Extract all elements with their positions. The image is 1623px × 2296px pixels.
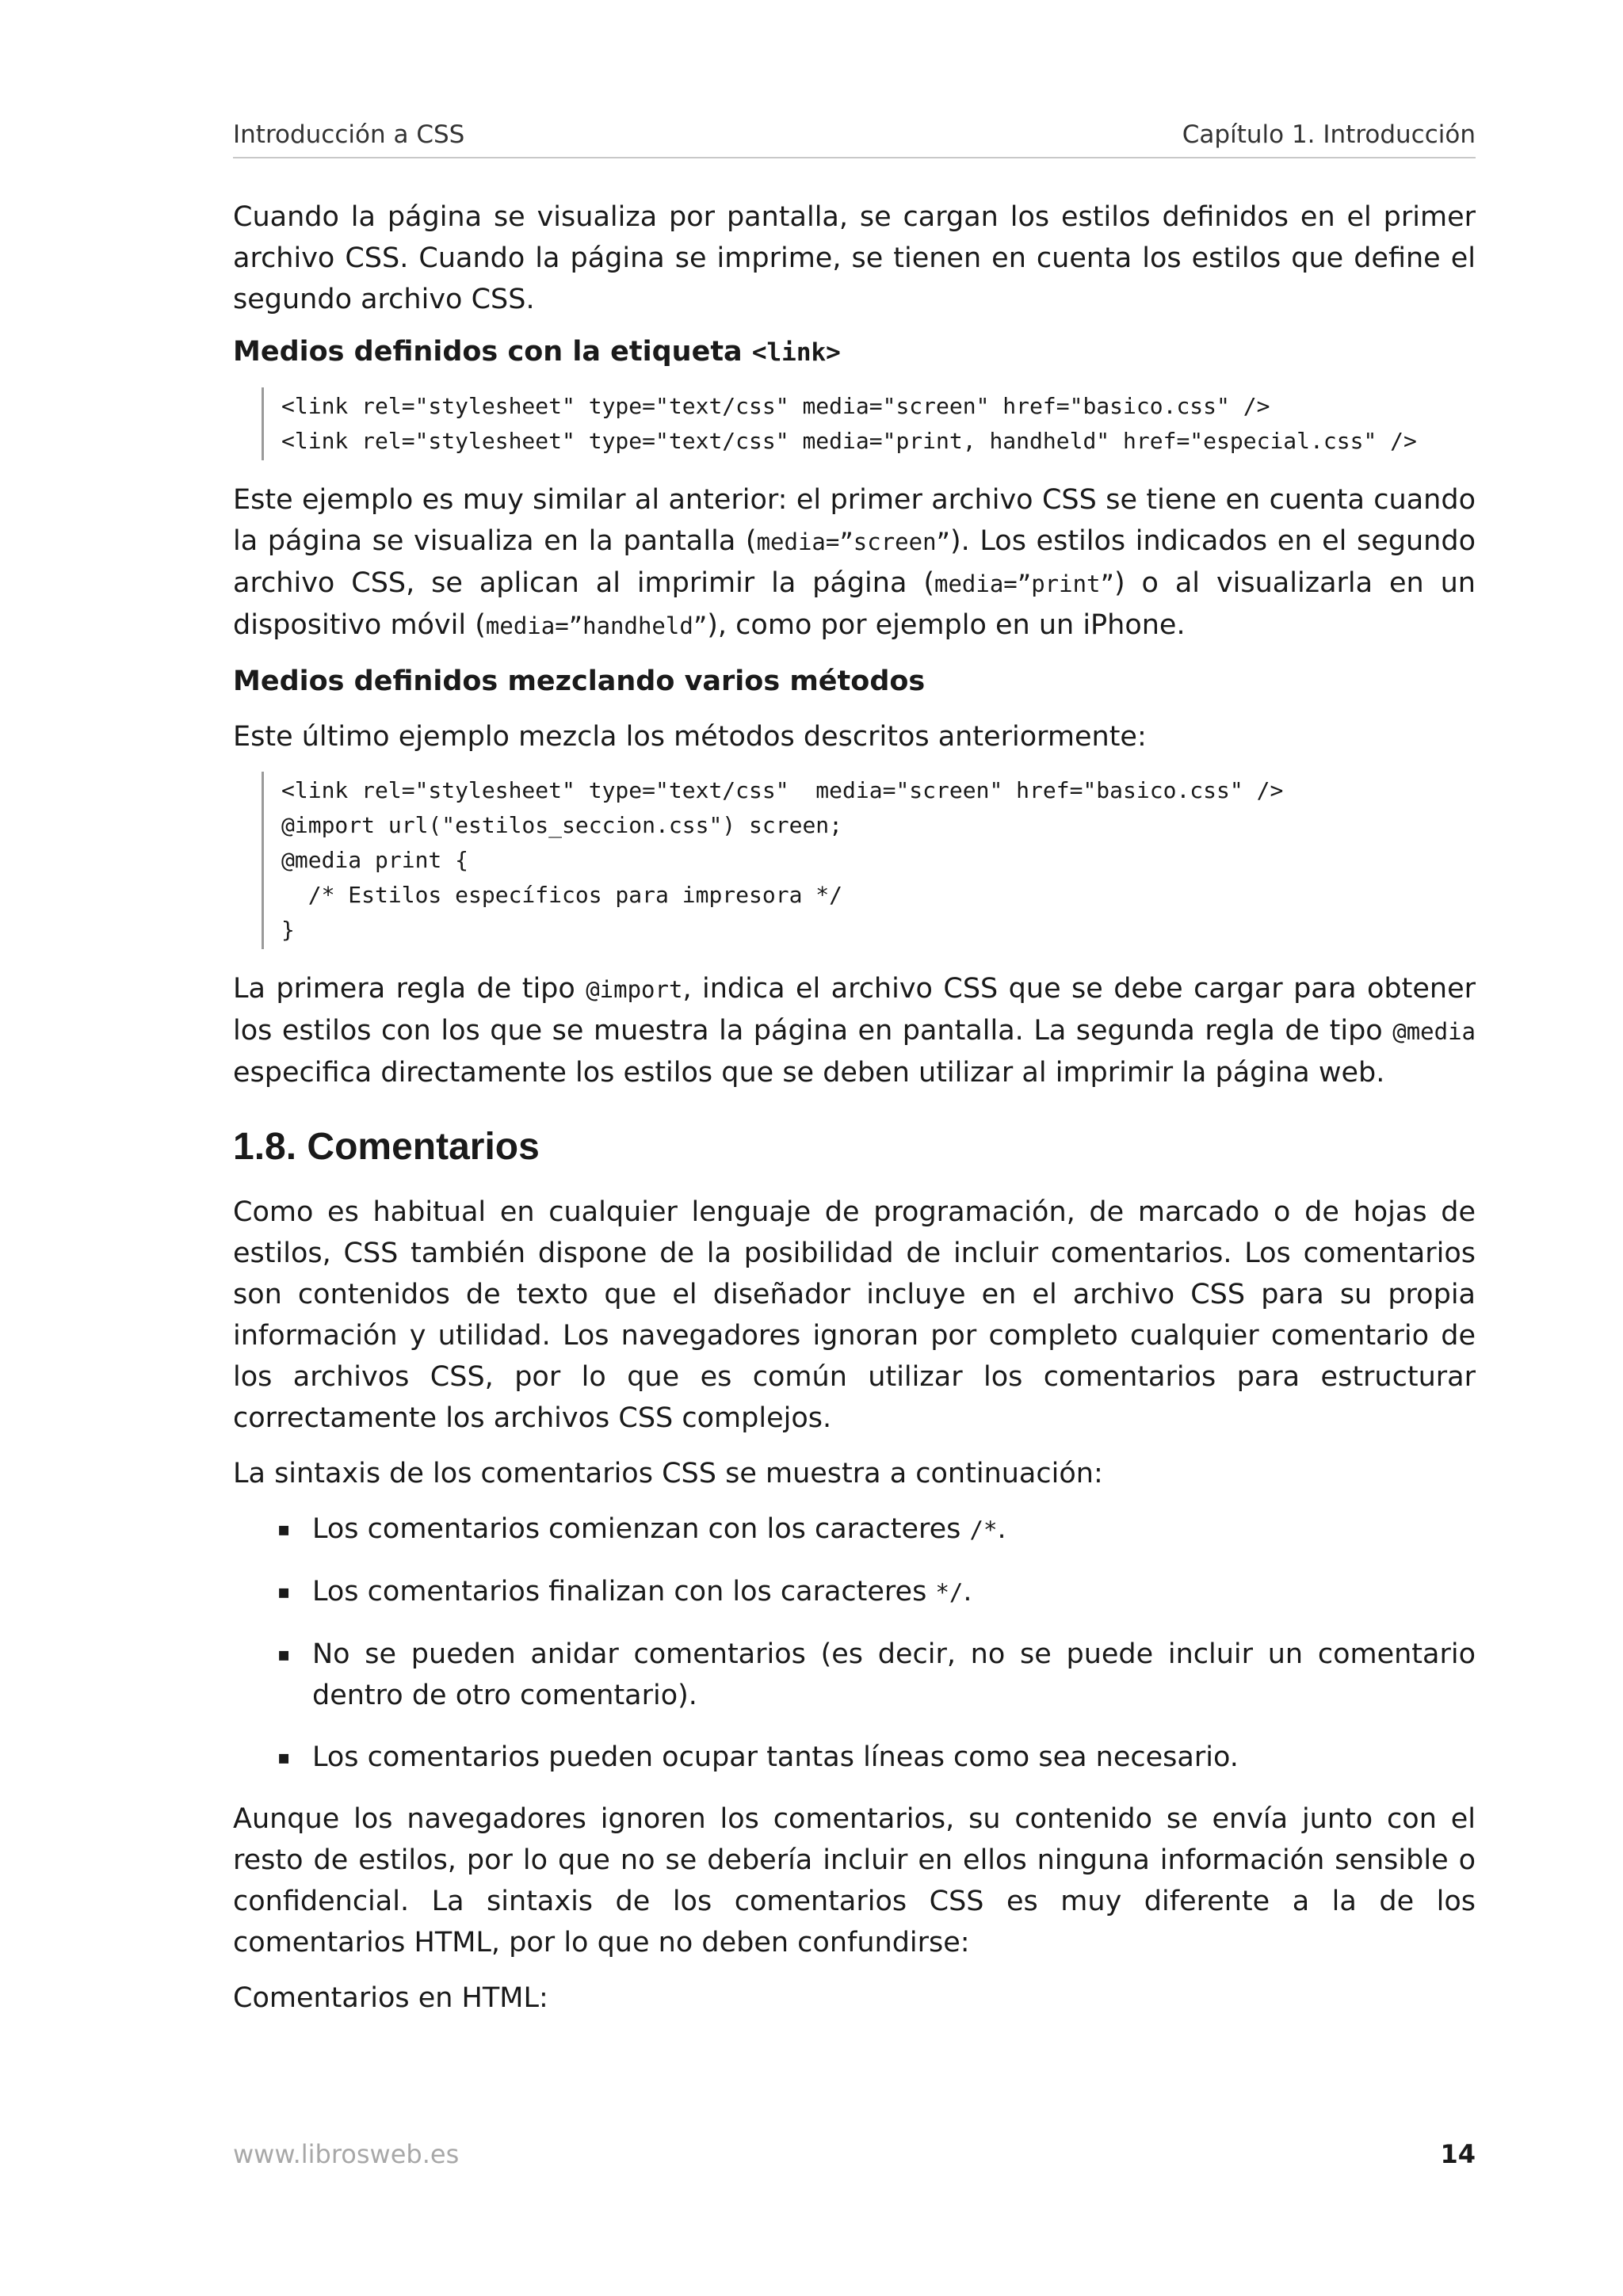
paragraph-intro: Cuando la página se visualiza por pantalla, se cargan los estilos definidos en el primer archivo CSS. Cuando la página se imprime, se tienen en cuenta los estilos que define el segundo archivo CSS. bbox=[233, 201, 1476, 315]
list-item-text: Los comentarios finalizan con los caracteres bbox=[312, 1576, 936, 1608]
inline-code-handheld: media=”handheld” bbox=[485, 612, 708, 639]
subheading-link-code: <link> bbox=[751, 338, 841, 367]
book-title: Introducción a CSS bbox=[233, 120, 465, 149]
text-run: La primera regla de tipo bbox=[233, 973, 586, 1005]
comment-rules-list bbox=[233, 1508, 1476, 1778]
bullet-icon: ▪ bbox=[277, 1581, 291, 1603]
text-run: especifica directamente los estilos que se deben utilizar al imprimir la página web. bbox=[233, 1057, 1385, 1089]
text-run: , indica el archivo CSS que se debe cargar para obtener los estilos con los que se muestra la página en pantalla. La segunda regla de tipo bbox=[233, 973, 1476, 1047]
paragraph-last-example: Este último ejemplo mezcla los métodos descritos anteriormente: bbox=[233, 721, 1147, 753]
paragraph-syntax-intro: La sintaxis de los comentarios CSS se muestra a continuación: bbox=[233, 1458, 1103, 1489]
list-item-code: */ bbox=[935, 1579, 964, 1606]
page-footer bbox=[233, 2139, 1476, 2174]
running-header bbox=[233, 120, 1476, 158]
code-block-mixed: <link rel="stylesheet" type="text/css" media="screen" href="basico.css" /> @import url("estilos_seccion.css") screen; @media print { /* Estilos específicos para impresora */ } bbox=[262, 772, 1476, 949]
section-title: 1.8. Comentarios bbox=[233, 1126, 540, 1168]
list-item bbox=[277, 1737, 1476, 1778]
paragraph-comments-intro: Como es habitual en cualquier lenguaje de programación, de marcado o de hojas de estilos, CSS también dispone de la posibilidad de incluir comentarios. Los comentarios son contenidos de texto que el diseñador incluye en el archivo CSS para su propia información y utilidad. Los navegadores ignoran por completo cualquier comentario de los archivos CSS, por lo que es común utilizar los comentarios para estructurar correctamente los archivos CSS complejos. bbox=[233, 1196, 1476, 1434]
page-content bbox=[233, 196, 1476, 2036]
code-block-link: <link rel="stylesheet" type="text/css" media="screen" href="basico.css" /> <link rel="stylesheet" type="text/css" media="print, handheld" href="especial.css" /> bbox=[262, 387, 1476, 460]
list-item-end: . bbox=[997, 1513, 1006, 1545]
list-item bbox=[277, 1571, 1476, 1613]
list-item-text: No se pueden anidar comentarios (es decir, no se puede incluir un comentario dentro de otro comentario). bbox=[312, 1638, 1476, 1711]
list-item bbox=[277, 1508, 1476, 1550]
list-item-text: Los comentarios pueden ocupar tantas líneas como sea necesario. bbox=[312, 1741, 1239, 1773]
bullet-icon: ▪ bbox=[277, 1746, 291, 1768]
inline-code-print: media=”print” bbox=[934, 570, 1114, 597]
list-item-code: /* bbox=[969, 1516, 998, 1543]
paragraph-comments-warning: Aunque los navegadores ignoren los comentarios, su contenido se envía junto con el resto de estilos, por lo que no se debería incluir en ellos ninguna información sensible o confidencial. La sintaxis de los comentarios CSS es muy diferente a la de los comentarios HTML, por lo que no deben confundirse: bbox=[233, 1803, 1476, 1958]
site-url: www.librosweb.es bbox=[233, 2139, 460, 2169]
paragraph-html-comments: Comentarios en HTML: bbox=[233, 1982, 548, 2014]
text-run: ) o al visualizarla en un dispositivo móvil ( bbox=[233, 567, 1476, 641]
inline-code-media: @media bbox=[1392, 1018, 1476, 1045]
text-run: ). Los estilos indicados en el segundo archivo CSS, se aplican al imprimir la página ( bbox=[233, 525, 1476, 599]
list-item-end: . bbox=[963, 1576, 972, 1608]
bullet-icon: ▪ bbox=[277, 1643, 291, 1665]
document-page bbox=[233, 0, 1476, 2296]
bullet-icon: ▪ bbox=[277, 1518, 291, 1540]
paragraph-example-explanation bbox=[233, 479, 1476, 646]
list-item bbox=[277, 1634, 1476, 1716]
text-run: Este ejemplo es muy similar al anterior: el primer archivo CSS se tiene en cuenta cuando la página se visualiza en la pantalla ( bbox=[233, 484, 1476, 557]
paragraph-rules-explanation bbox=[233, 968, 1476, 1093]
chapter-title: Capítulo 1. Introducción bbox=[1182, 120, 1476, 149]
list-item-text: Los comentarios comienzan con los caracteres bbox=[312, 1513, 970, 1545]
subheading-link-text: Medios definidos con la etiqueta bbox=[233, 336, 752, 368]
subheading-link-media bbox=[233, 334, 1476, 370]
page-number: 14 bbox=[1440, 2139, 1476, 2169]
inline-code-screen: media=”screen” bbox=[756, 528, 950, 555]
subheading-mixed-methods: Medios definidos mezclando varios métodos bbox=[233, 666, 926, 697]
inline-code-import: @import bbox=[586, 976, 683, 1003]
text-run: ), como por ejemplo en un iPhone. bbox=[707, 609, 1186, 641]
